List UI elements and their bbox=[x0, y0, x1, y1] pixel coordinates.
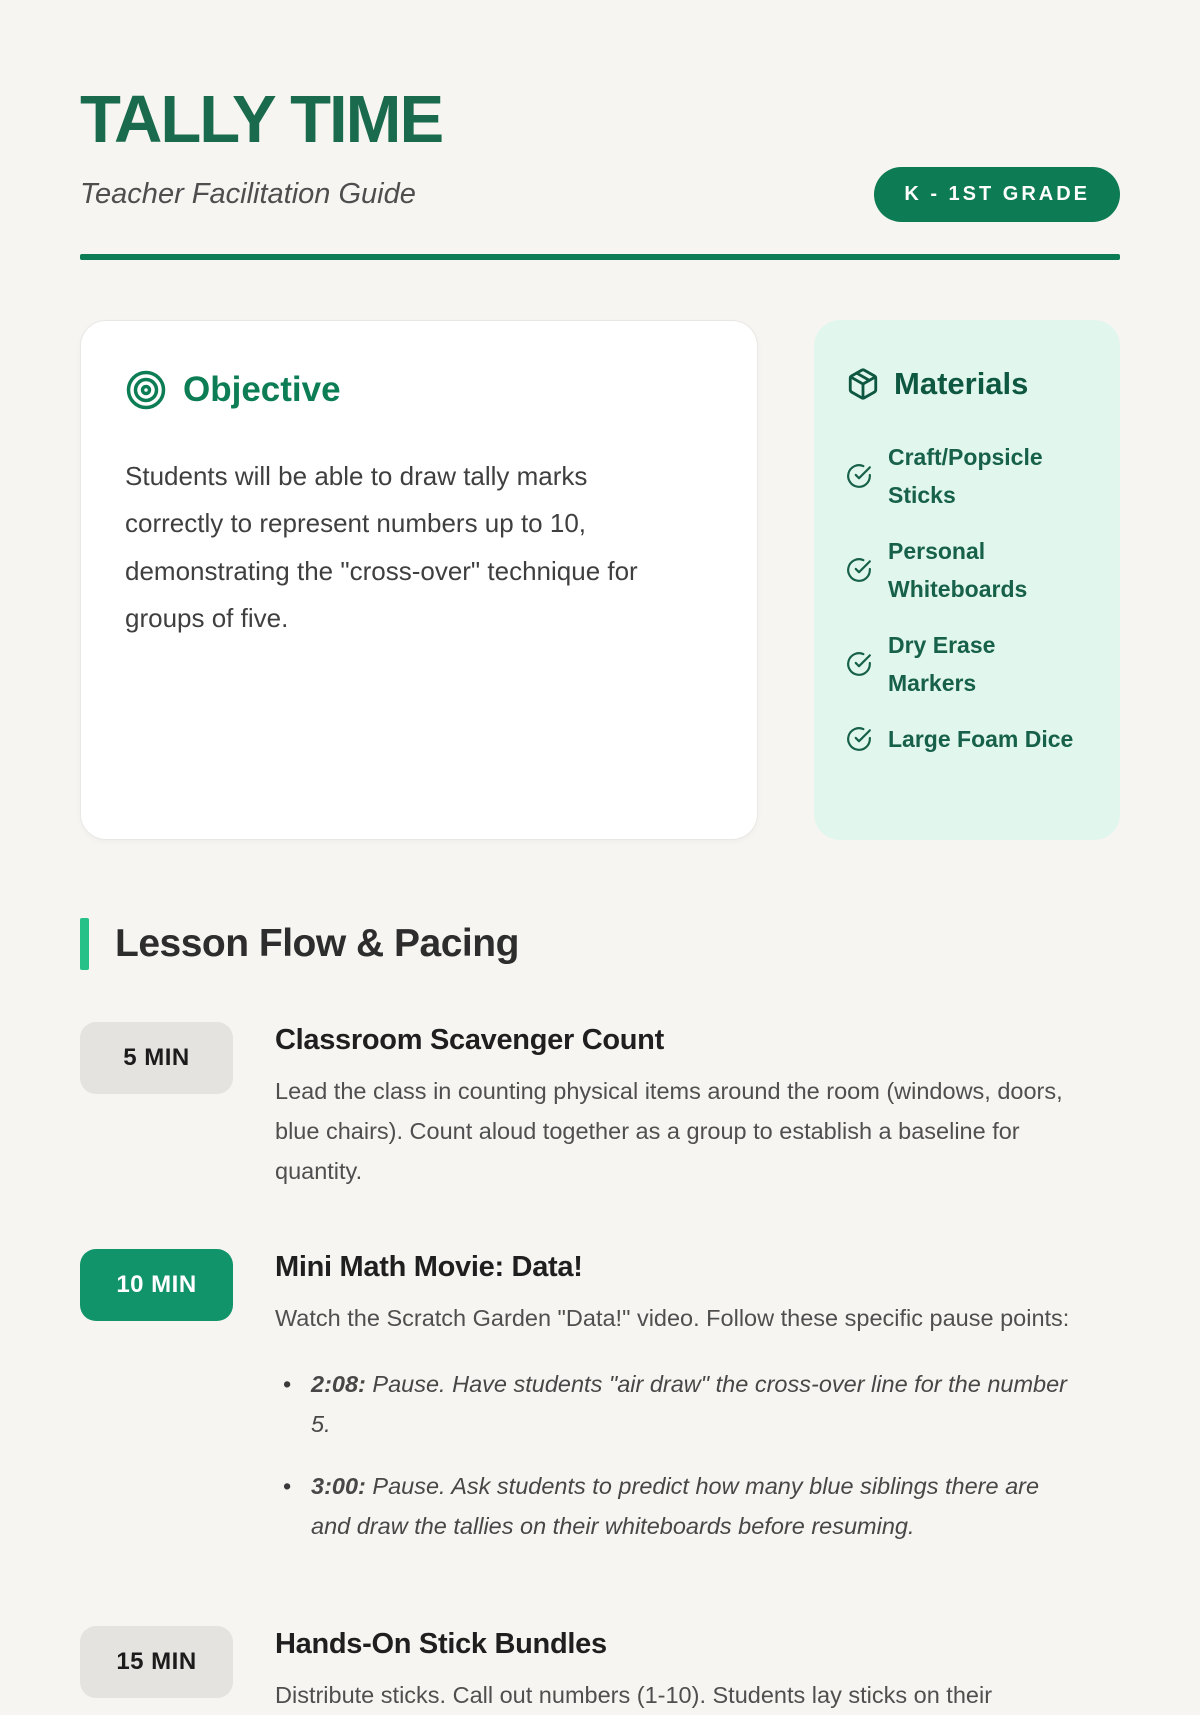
accent-bar bbox=[80, 918, 89, 970]
check-circle-icon bbox=[846, 651, 872, 677]
check-circle-icon bbox=[846, 463, 872, 489]
materials-list-item bbox=[846, 532, 1088, 608]
pause-point-item bbox=[275, 1466, 1075, 1546]
lesson-step bbox=[80, 1022, 1120, 1191]
step-content bbox=[275, 1249, 1120, 1568]
page-title: TALLY TIME bbox=[80, 82, 443, 157]
step-description: Lead the class in counting physical items around the room (windows, doors, blue chairs). Count aloud together as a group to establish a baseline for quantity. bbox=[275, 1078, 1063, 1184]
materials-item-label: Large Foam Dice bbox=[888, 726, 1074, 752]
lesson-steps bbox=[80, 1022, 1120, 1715]
pause-text: Pause. Ask students to predict how many blue siblings there are and draw the tallies on their whiteboards before resuming. bbox=[311, 1473, 1040, 1539]
target-icon bbox=[125, 369, 167, 411]
step-description: Distribute sticks. Call out numbers (1-10). Students lay sticks on their bbox=[275, 1682, 993, 1708]
materials-item-label: Craft/Popsicle Sticks bbox=[888, 444, 1043, 508]
lesson-flow-heading-row bbox=[80, 918, 1120, 970]
duration-badge: 10 MIN bbox=[80, 1249, 233, 1321]
duration-badge: 15 MIN bbox=[80, 1626, 233, 1698]
objective-body: Students will be able to draw tally marks correctly to represent numbers up to 10, demonstrating the "cross-over" technique for groups of five. bbox=[125, 461, 638, 633]
pause-points-list bbox=[275, 1364, 1120, 1546]
materials-item-label: Dry Erase Markers bbox=[888, 632, 996, 696]
materials-title: Materials bbox=[894, 366, 1029, 401]
check-circle-icon bbox=[846, 726, 872, 752]
step-title: Classroom Scavenger Count bbox=[275, 1024, 664, 1056]
materials-card bbox=[814, 320, 1120, 840]
pause-time: 2:08: bbox=[311, 1371, 366, 1397]
summary-cards-row bbox=[80, 320, 1120, 840]
materials-item-label: Personal Whiteboards bbox=[888, 538, 1028, 602]
step-title: Mini Math Movie: Data! bbox=[275, 1251, 583, 1283]
objective-card bbox=[80, 320, 758, 840]
duration-badge: 5 MIN bbox=[80, 1022, 233, 1094]
page-subtitle: Teacher Facilitation Guide bbox=[80, 178, 416, 210]
grade-badge: K - 1ST GRADE bbox=[874, 167, 1120, 222]
header-divider bbox=[80, 254, 1120, 260]
step-title: Hands-On Stick Bundles bbox=[275, 1628, 607, 1660]
materials-list-item bbox=[846, 720, 1088, 758]
lesson-step bbox=[80, 1626, 1120, 1715]
lesson-flow-section bbox=[80, 918, 1120, 1715]
header bbox=[80, 82, 1120, 260]
materials-list-item bbox=[846, 626, 1088, 702]
materials-list bbox=[846, 438, 1088, 758]
materials-heading-row bbox=[846, 366, 1088, 402]
materials-list-item bbox=[846, 438, 1088, 514]
package-icon bbox=[846, 367, 880, 401]
header-row bbox=[80, 167, 1120, 222]
pause-text: Pause. Have students "air draw" the cross-over line for the number 5. bbox=[311, 1371, 1067, 1437]
objective-heading-row bbox=[125, 369, 713, 411]
lesson-flow-title: Lesson Flow & Pacing bbox=[115, 922, 519, 965]
step-description: Watch the Scratch Garden "Data!" video. Follow these specific pause points: bbox=[275, 1305, 1070, 1331]
step-content bbox=[275, 1626, 1120, 1715]
step-content bbox=[275, 1022, 1120, 1191]
pause-time: 3:00: bbox=[311, 1473, 366, 1499]
lesson-step bbox=[80, 1249, 1120, 1568]
objective-title: Objective bbox=[183, 370, 341, 409]
pause-point-item bbox=[275, 1364, 1075, 1444]
check-circle-icon bbox=[846, 557, 872, 583]
